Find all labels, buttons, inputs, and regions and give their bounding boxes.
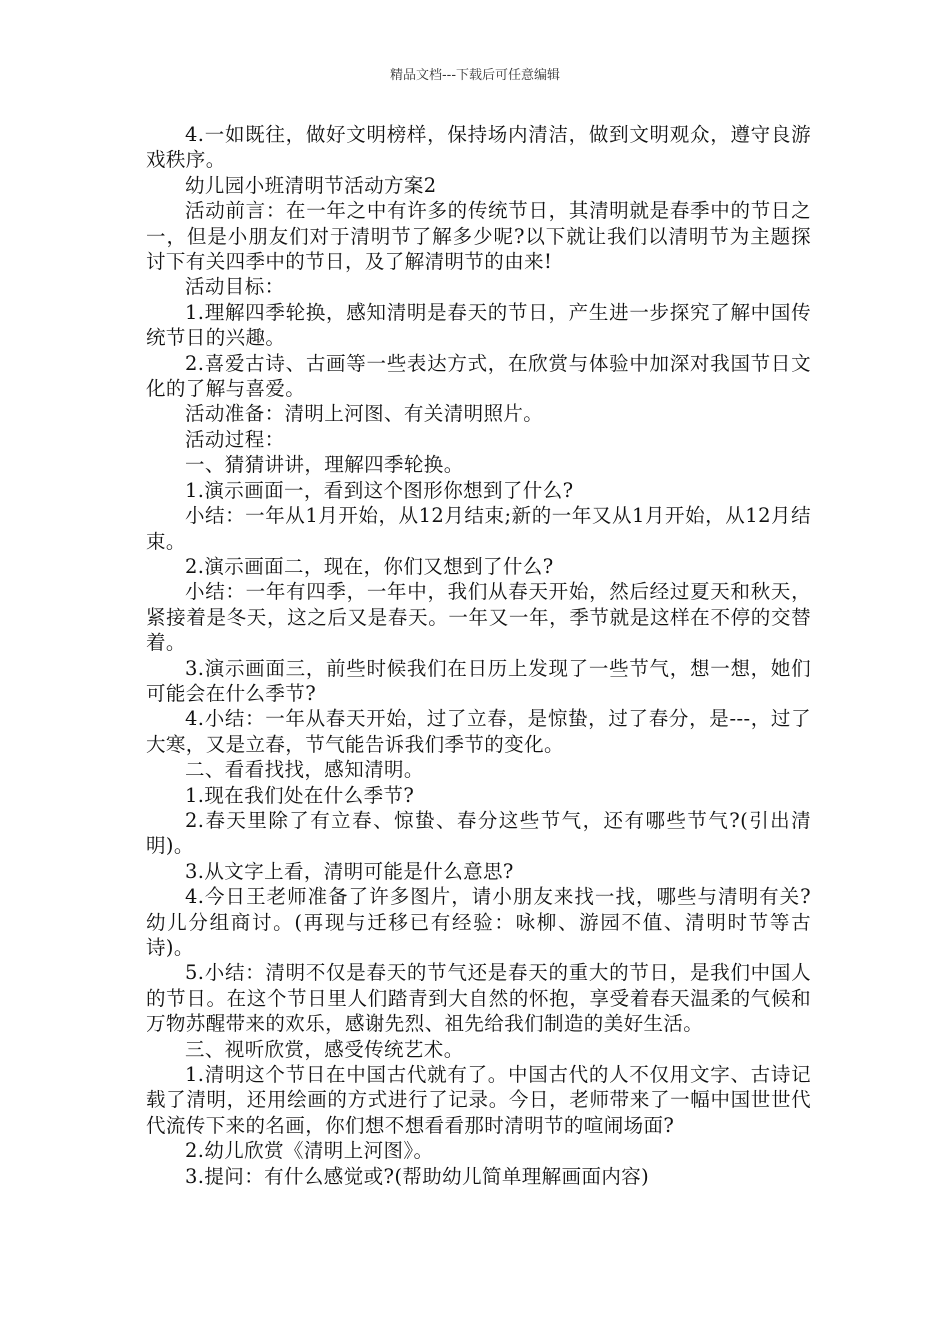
paragraph: 1.理解四季轮换，感知清明是春天的节日，产生进一步探究了解中国传统节日的兴趣。 [146, 300, 811, 350]
paragraph: 小结：一年从1月开始，从12月结束;新的一年又从1月开始，从12月结束。 [146, 504, 811, 553]
paragraph: 活动前言：在一年之中有许多的传统节日，其清明就是春季中的节日之一，但是小朋友们对于清明节了解多少呢?以下就让我们以清明节为主题探讨下有关四季中的节日，及了解清明节的由来! [146, 199, 811, 274]
paragraph: 4.一如既往，做好文明榜样，保持场内清洁，做到文明观众，遵守良游戏秩序。 [146, 123, 811, 172]
paragraph: 4.今日王老师准备了许多图片，请小朋友来找一找，哪些与清明有关?幼儿分组商讨。(再现与迁移已有经验：咏柳、游园不值、清明时节等古诗)。 [146, 885, 811, 959]
page-header: 精品文档---下载后可任意编辑 [389, 68, 561, 83]
paragraph: 1.现在我们处在什么季节? [185, 783, 415, 807]
paragraph: 2.演示画面二，现在，你们又想到了什么? [185, 554, 554, 578]
paragraph: 活动目标： [185, 275, 285, 299]
paragraph: 二、看看找找，感知清明。 [185, 758, 424, 782]
section-title: 幼儿园小班清明节活动方案2 [185, 173, 437, 197]
paragraph: 活动过程： [185, 427, 285, 451]
paragraph: 4.小结：一年从春天开始，过了立春，是惊蛰，过了春分，是---，过了大寒，又是立春，节气能告诉我们季节的变化。 [146, 707, 811, 756]
paragraph: 三、视听欣赏，感受传统艺术。 [185, 1037, 464, 1061]
paragraph: 小结：一年有四季，一年中，我们从春天开始，然后经过夏天和秋天，紧接着是冬天，这之后又是春天。一年又一年，季节就是这样在不停的交替着。 [146, 580, 811, 655]
paragraph: 2.幼儿欣赏《清明上河图》。 [185, 1139, 434, 1163]
paragraph: 2.喜爱古诗、古画等一些表达方式，在欣赏与体验中加深对我国节日文化的了解与喜爱。 [146, 351, 811, 401]
paragraph: 3.提问：有什么感觉或?(帮助幼儿简单理解画面内容) [185, 1164, 650, 1188]
paragraph: 2.春天里除了有立春、惊蛰、春分这些节气，还有哪些节气?(引出清明)。 [146, 808, 811, 858]
paragraph: 3.演示画面三，前些时候我们在日历上发现了一些节气，想一想，她们可能会在什么季节? [146, 656, 811, 705]
paragraph: 5.小结：清明不仅是春天的节气还是春天的重大的节日，是我们中国人的节日。在这个节日里人们踏青到大自然的怀抱，享受着春天温柔的气候和万物苏醒带来的欢乐，感谢先烈、祖先给我们制造的美好生活。 [146, 961, 811, 1036]
document-body [146, 122, 811, 1189]
paragraph: 活动准备：清明上河图、有关清明照片。 [185, 402, 544, 426]
paragraph: 一、猜猜讲讲，理解四季轮换。 [185, 453, 464, 477]
paragraph: 1.演示画面一，看到这个图形你想到了什么? [185, 478, 574, 502]
paragraph: 3.从文字上看，清明可能是什么意思? [185, 859, 514, 883]
paragraph: 1.清明这个节日在中国古代就有了。中国古代的人不仅用文字、古诗记载了清明，还用绘画的方式进行了记录。今日，老师带来了一幅中国世世代代流传下来的名画，你们想不想看看那时清明节的喧闹场面? [146, 1063, 811, 1137]
